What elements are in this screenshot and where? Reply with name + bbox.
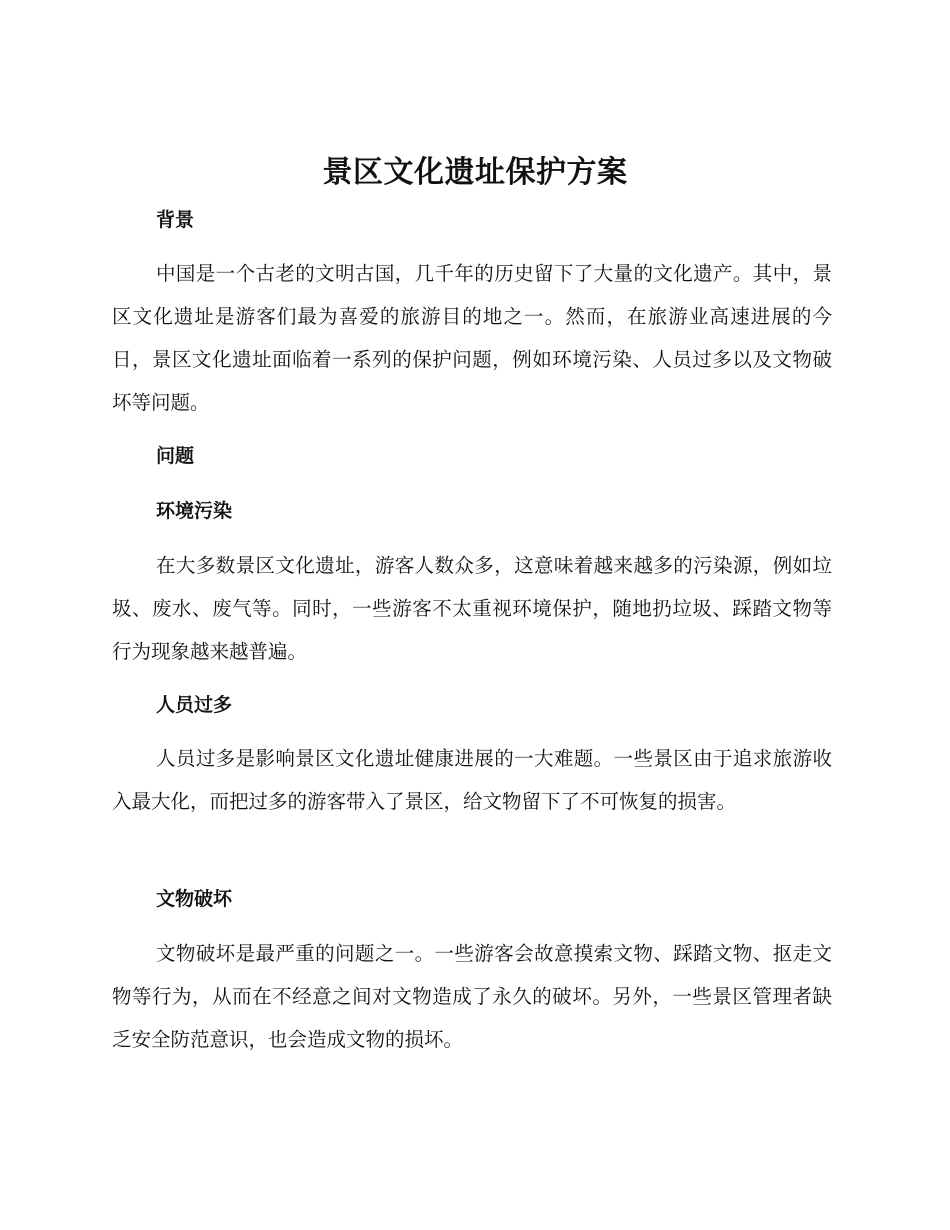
paragraph-pollution: 在大多数景区文化遗址，游客人数众多，这意味着越来越多的污染源，例如垃圾、废水、废气等。同时，一些游客不太重视环境保护，随地扔垃圾、踩踏文物等行为现象越来越普遍。	[112, 554, 832, 663]
subsection-heading-pollution: 环境污染	[156, 500, 233, 522]
subsection-heading-overcrowding: 人员过多	[156, 694, 233, 716]
section-heading-problems: 问题	[156, 445, 195, 467]
page-title: 景区文化遗址保护方案	[322, 155, 628, 190]
subsection-heading-damage: 文物破坏	[156, 888, 233, 910]
paragraph-damage: 文物破坏是最严重的问题之一。一些游客会故意摸索文物、踩踏文物、抠走文物等行为，从而在不经意之间对文物造成了永久的破坏。另外，一些景区管理者缺乏安全防范意识，也会造成文物的损坏。	[112, 942, 832, 1051]
section-heading-background: 背景	[156, 209, 195, 231]
paragraph-background: 中国是一个古老的文明古国，几千年的历史留下了大量的文化遗产。其中，景区文化遗址是游客们最为喜爱的旅游目的地之一。然而，在旅游业高速进展的今日，景区文化遗址面临着一系列的保护问题，例如环境污染、人员过多以及文物破坏等问题。	[112, 262, 832, 414]
paragraph-overcrowding: 人员过多是影响景区文化遗址健康进展的一大难题。一些景区由于追求旅游收入最大化，而把过多的游客带入了景区，给文物留下了不可恢复的损害。	[112, 747, 832, 813]
